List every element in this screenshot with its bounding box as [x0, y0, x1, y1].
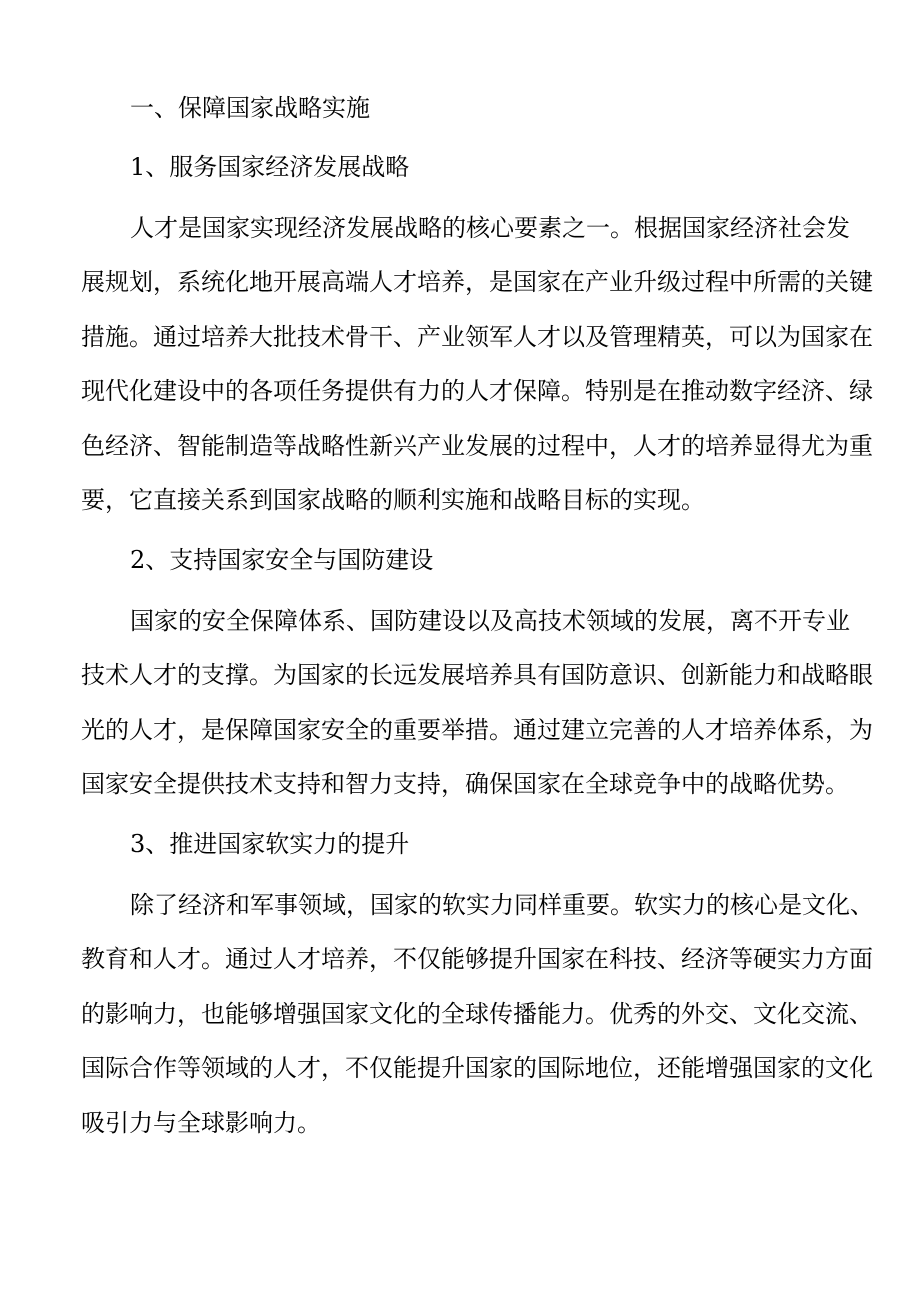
paragraph-line: 要，它直接关系到国家战略的顺利实施和战略目标的实现。 — [81, 486, 705, 514]
paragraph-line: 国家安全提供技术支持和智力支持，确保国家在全球竞争中的战略优势。 — [81, 770, 849, 798]
paragraph-line: 展规划，系统化地开展高端人才培养，是国家在产业升级过程中所需的关键 — [81, 268, 873, 296]
paragraph-line: 教育和人才。通过人才培养，不仅能够提升国家在科技、经济等硬实力方面 — [81, 945, 873, 973]
paragraph-line: 人才是国家实现经济发展战略的核心要素之一。根据国家经济社会发 — [130, 214, 850, 242]
paragraph-line: 除了经济和军事领域，国家的软实力同样重要。软实力的核心是文化、 — [130, 891, 874, 919]
paragraph-line: 现代化建设中的各项任务提供有力的人才保障。特别是在推动数字经济、绿 — [81, 377, 873, 405]
paragraph-line: 光的人才，是保障国家安全的重要举措。通过建立完善的人才培养体系，为 — [81, 716, 873, 744]
section-1-heading: 1、服务国家经济发展战略 — [130, 153, 410, 181]
paragraph-line: 的影响力，也能够增强国家文化的全球传播能力。优秀的外交、文化交流、 — [81, 1000, 873, 1028]
paragraph-line: 国际合作等领域的人才，不仅能提升国家的国际地位，还能增强国家的文化 — [81, 1054, 873, 1082]
paragraph-line: 吸引力与全球影响力。 — [81, 1109, 321, 1137]
paragraph-line: 色经济、智能制造等战略性新兴产业发展的过程中，人才的培养显得尤为重 — [81, 432, 873, 460]
main-heading: 一、保障国家战略实施 — [130, 94, 370, 122]
paragraph-line: 技术人才的支撑。为国家的长远发展培养具有国防意识、创新能力和战略眼 — [81, 661, 873, 689]
section-2-heading: 2、支持国家安全与国防建设 — [130, 546, 434, 574]
paragraph-line: 措施。通过培养大批技术骨干、产业领军人才以及管理精英，可以为国家在 — [81, 323, 873, 351]
paragraph-line: 国家的安全保障体系、国防建设以及高技术领域的发展，离不开专业 — [130, 607, 850, 635]
section-3-heading: 3、推进国家软实力的提升 — [130, 830, 410, 858]
